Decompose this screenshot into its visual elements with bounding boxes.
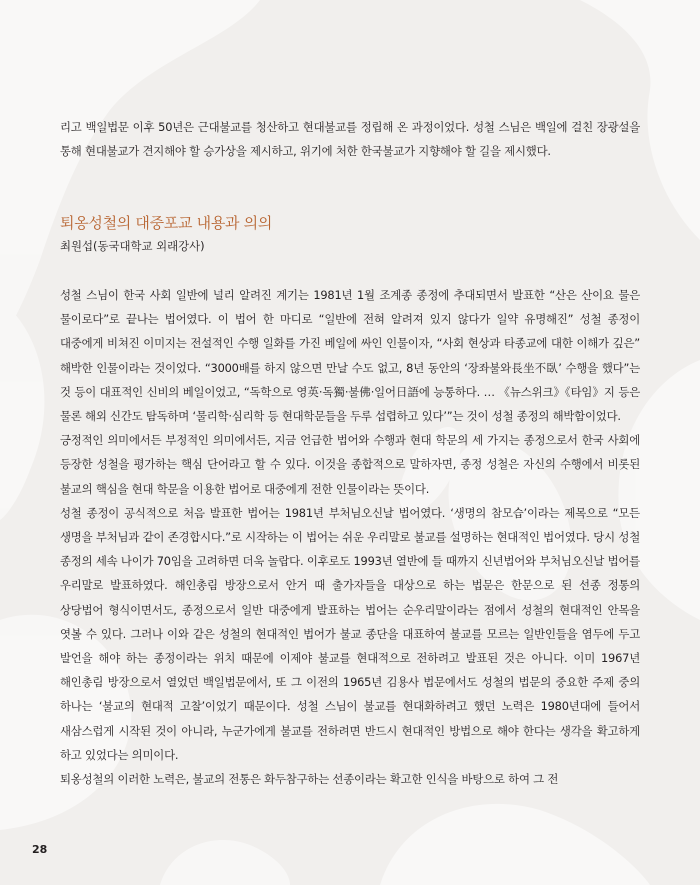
body-paragraph: 성철 종정이 공식적으로 처음 발표한 법어는 1981년 부처님오신날 법어였다. ‘생명의 참모습’이라는 제목으로 “모든 생명을 부처님과 같이 존경합시다.”로 시작하는 이 법어는 쉬운 우리말로 불교를 설명하는 현대적인 법어였다. 당시 성철 종정의 세속 나이가 70임을 고려하면 더욱 놀랍다. 이후로도 1993년 열반에 들 때까지 신년법어와 부처님오신날 법어를 우리말로 발표하였다. 해인총림 방장으로서 안거 때 출가자들을 대상으로 하는 법문은 한문으로 된 선종 정통의 상당법어 형식이면서도, 종정으로서 일반 대중에게 발표하는 법어는 순우리말이라는 점에서 성철의 현대적인 안목을 엿볼 수 있다. 그러나 이와 같은 성철의 현대적인 법어가 불교 종단을 대표하여 불교를 모르는 일반인들을 염두에 두고 발언을 해야 하는 종정이라는 위치 때문에 이제야 불교를 현대적으로 전하려고 발표된 것은 아니다. 이미 1967년 해인총림 방장으로서 열었던 백일법문에서, 또 그 이전의 1965년 김용사 법문에서도 성철의 법문의 중요한 주제 중의 하나는 ‘불교의 현대적 고찰’이었기 때문이다. 성철 스님이 불교를 현대화하려고 했던 노력은 1980년대에 들어서 새삼스럽게 시작된 것이 아니라, 누군가에게 불교를 전하려면 반드시 현대적인 방법으로 해야 한다는 생각을 확고하게 하고 있었다는 의미이다. bbox=[60, 505, 640, 762]
section-title: 퇴옹성철의 대중포교 내용과 의의 bbox=[60, 214, 273, 232]
page-number: 28 bbox=[32, 843, 48, 856]
author-line: 최원섭(동국대학교 외래강사) bbox=[60, 239, 205, 253]
body-paragraph: 긍정적인 의미에서든 부정적인 의미에서든, 지금 언급한 법어와 수행과 현대 학문의 세 가지는 종정으로서 한국 사회에 등장한 성철을 평가하는 핵심 단어라고 할 수 있다. 이것을 종합적으로 말하자면, 종정 성철은 자신의 수행에서 비롯된 불교의 핵심을 현대 학문을 이용한 법어로 대중에게 전한 인물이라는 뜻이다. bbox=[60, 433, 640, 496]
body-paragraph: 성철 스님이 한국 사회 일반에 널리 알려진 계기는 1981년 1월 조계종 종정에 추대되면서 발표한 “산은 산이요 물은 물이로다”로 끝나는 법어였다. 이 법어 한 마디로 “일반에 전혀 알려져 있지 않다가 일약 유명해진” 성철 종정이 대중에게 비쳐진 이미지는 전설적인 수행 일화를 가진 베일에 싸인 인물이자, “사회 현상과 타종교에 대한 이해가 깊은” 해박한 인물이라는 것이었다. “3000배를 하지 않으면 만날 수도 없고, 8년 동안의 ‘장좌불와長坐不臥’ 수행을 했다”는 것 등이 대표적인 신비의 베일이었고, “독학으로 영英·독獨·불佛·일어日語에 능통하다. … 《뉴스위크》《타임》지 등은 물론 해외 신간도 탐독하며 ‘물리학·심리학 등 현대학문들을 두루 섭렵하고 있다’”는 것이 성철 종정의 해박함이었다. bbox=[60, 288, 640, 424]
article-body bbox=[60, 283, 640, 791]
intro-paragraph: 리고 백일법문 이후 50년은 근대불교를 청산하고 현대불교를 정립해 온 과정이었다. 성철 스님은 백일에 걸친 장광설을 통해 현대불교가 견지해야 할 승가상을 제시하고, 위기에 처한 한국불교가 지향해야 할 길을 제시했다. bbox=[60, 120, 640, 159]
body-paragraph: 퇴옹성철의 이러한 노력은, 불교의 전통은 화두참구하는 선종이라는 확고한 인식을 바탕으로 하여 그 전 bbox=[60, 772, 559, 787]
